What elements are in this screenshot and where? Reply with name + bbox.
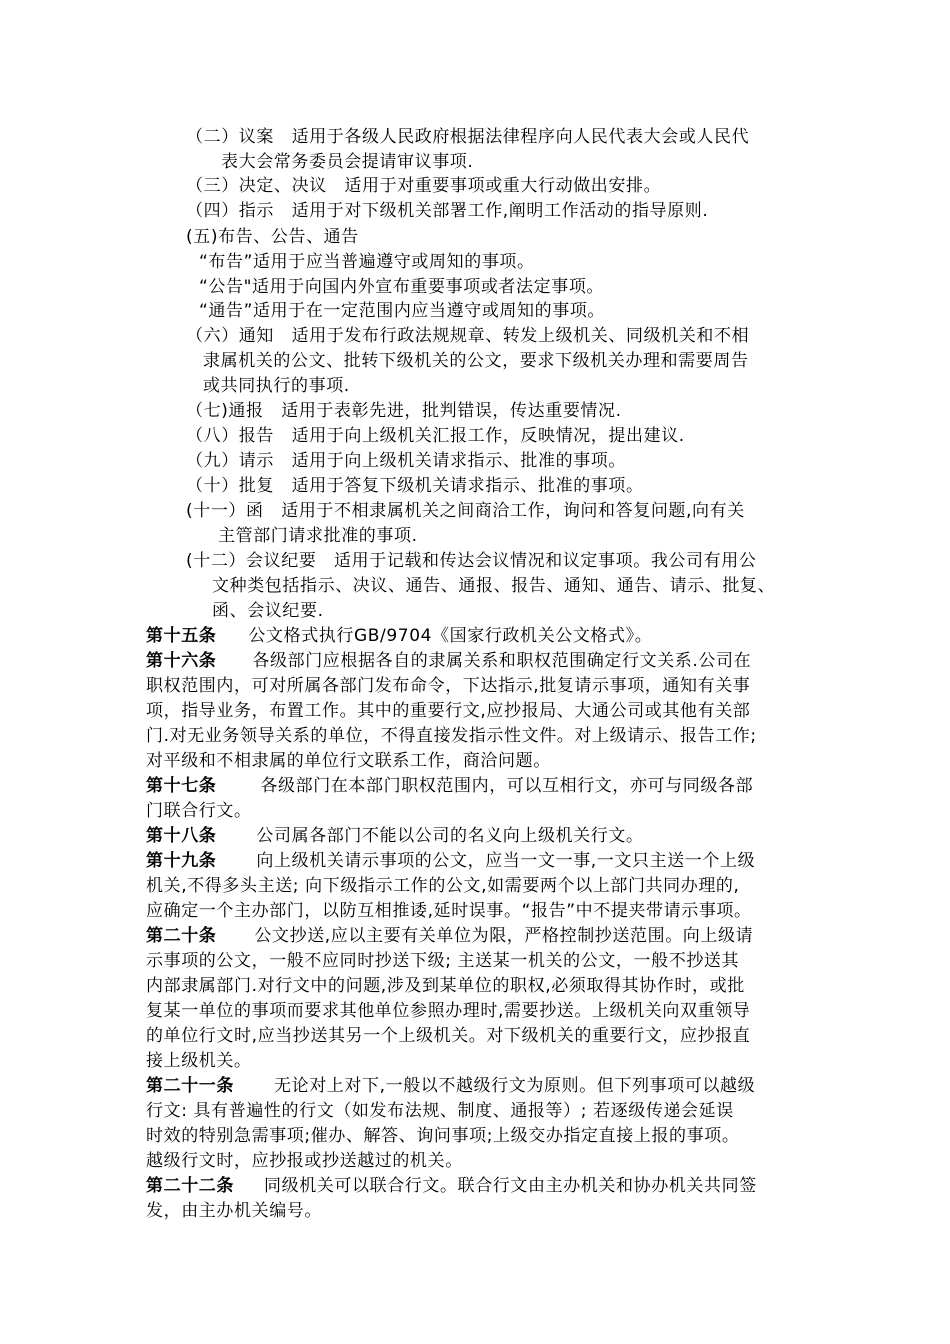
article-16-text-3: 项，指导业务，布置工作。其中的重要行文,应抄报局、大通公司或其他有关部	[146, 701, 751, 721]
article-16-text-1: 各级部门应根据各自的隶属关系和职权范围确定行文关系.公司在	[252, 651, 752, 671]
clause-8: （八）报告 适用于向上级机关汇报工作，反映情况，提出建议.	[186, 426, 685, 446]
clause-12-line-2: 文种类包括指示、决议、通告、通报、报告、通知、通告、请示、批复、	[212, 576, 776, 596]
article-22-heading: 第二十二条	[146, 1176, 234, 1196]
article-21-text-1: 无论对上对下,一般以不越级行文为原则。但下列事项可以越级	[274, 1076, 756, 1096]
article-17	[146, 774, 753, 798]
article-20-text-5: 的单位行文时,应当抄送其另一个上级机关。对下级机关的重要行文，应抄报直	[146, 1026, 751, 1046]
article-20	[146, 924, 753, 948]
article-16-text-4: 门.对无业务领导关系的单位，不得直接发指示性文件。对上级请示、报告工作;	[146, 726, 757, 746]
clause-2-line-2: 表大会常务委员会提请审议事项.	[221, 152, 474, 172]
article-19-heading: 第十九条	[146, 851, 217, 871]
clause-10: （十）批复 适用于答复下级机关请求指示、批准的事项。	[186, 476, 644, 496]
article-15	[146, 624, 652, 648]
article-21-text-2: 行文: 具有普遍性的行文（如发布法规、制度、通报等）; 若逐级传递会延误	[146, 1101, 734, 1121]
clause-6-line-3: 或共同执行的事项.	[203, 376, 350, 396]
clause-4: （四）指示 适用于对下级机关部署工作,阐明工作活动的指导原则.	[186, 201, 709, 221]
article-22-text-2: 发，由主办机关编号。	[146, 1201, 322, 1221]
article-20-text-3: 内部隶属部门.对行文中的问题,涉及到某单位的职权,必须取得其协作时，或批	[146, 976, 745, 996]
article-16	[146, 649, 751, 673]
article-18	[146, 824, 644, 848]
clause-5-notice-3: “通告”适用于在一定范围内应当遵守或周知的事项。	[199, 301, 606, 321]
clause-11-line-1: (十一）函 适用于不相隶属机关之间商洽工作，询问和答复问题,向有关	[186, 501, 745, 521]
article-20-text-4: 复某一单位的事项而要求其他单位参照办理时,需要抄送。上级机关向双重领导	[146, 1001, 751, 1021]
article-19-text-3: 应确定一个主办部门，以防互相推诿,延时误事。“报告”中不提夹带请示事项。	[146, 901, 752, 921]
clause-6-line-2: 隶属机关的公文、批转下级机关的公文，要求下级机关办理和需要周告	[203, 351, 749, 371]
clause-9: （九）请示 适用于向上级机关请求指示、批准的事项。	[186, 451, 626, 471]
article-20-text-6: 接上级机关。	[146, 1051, 252, 1071]
clause-6-line-1: （六）通知 适用于发布行政法规规章、转发上级机关、同级机关和不相	[186, 326, 750, 346]
article-22-text-1: 同级机关可以联合行文。联合行文由主办机关和协办机关共同签	[264, 1176, 757, 1196]
article-21-text-3: 时效的特别急需事项;催办、解答、询问事项;上级交办指定直接上报的事项。	[146, 1126, 740, 1146]
article-21-heading: 第二十一条	[146, 1076, 234, 1096]
article-16-text-5: 对平级和不相隶属的单位行文联系工作，商洽问题。	[146, 751, 551, 771]
article-15-heading: 第十五条	[146, 626, 217, 646]
clause-5-notice-1: “布告”适用于应当普遍遵守或周知的事项。	[199, 252, 535, 272]
article-18-heading: 第十八条	[146, 826, 217, 846]
article-19	[146, 849, 755, 873]
article-17-text-1: 各级部门在本部门职权范围内，可以互相行文，亦可与同级各部	[260, 776, 754, 796]
article-20-text-1: 公文抄送,应以主要有关单位为限，严格控制抄送范围。向上级请	[254, 926, 754, 946]
article-21-text-4: 越级行文时，应抄报或抄送越过的机关。	[146, 1151, 463, 1171]
clause-2-line-1: （二）议案 适用于各级人民政府根据法律程序向人民代表大会或人民代	[186, 127, 750, 147]
article-17-heading: 第十七条	[146, 776, 217, 796]
clause-12-line-1: (十二）会议纪要 适用于记载和传达会议情况和议定事项。我公司有用公	[186, 551, 757, 571]
clause-5-notice-2: “公告"适用于向国内外宣布重要事项或者法定事项。	[199, 277, 605, 297]
clause-12-line-3: 函、会议纪要.	[212, 601, 324, 621]
clause-3: （三）决定、决议 适用于对重要事项或重大行动做出安排。	[186, 176, 662, 196]
article-20-text-2: 示事项的公文，一般不应同时抄送下级; 主送某一机关的公文，一般不抄送其	[146, 951, 740, 971]
article-16-text-2: 职权范围内，可对所属各部门发布命令，下达指示,批复请示事项，通知有关事	[146, 676, 751, 696]
article-19-text-1: 向上级机关请示事项的公文，应当一文一事,一文只主送一个上级	[256, 851, 756, 871]
clause-5-heading: (五)布告、公告、通告	[186, 227, 359, 247]
article-15-text-1: 公文格式执行GB/9704《国家行政机关公文格式》。	[248, 626, 653, 646]
article-22	[146, 1174, 757, 1198]
clause-11-line-2: 主管部门请求批准的事项.	[218, 526, 418, 546]
article-20-heading: 第二十条	[146, 926, 217, 946]
article-17-text-2: 门联合行文。	[146, 801, 252, 821]
article-18-text-1: 公司属各部门不能以公司的名义向上级机关行文。	[256, 826, 644, 846]
clause-7: （七)通报 适用于表彰先进，批判错误，传达重要情况.	[186, 401, 622, 421]
article-16-heading: 第十六条	[146, 651, 217, 671]
article-19-text-2: 机关,不得多头主送; 向下级指示工作的公文,如需要两个以上部门共同办理的,	[146, 876, 740, 896]
article-21	[146, 1074, 755, 1098]
